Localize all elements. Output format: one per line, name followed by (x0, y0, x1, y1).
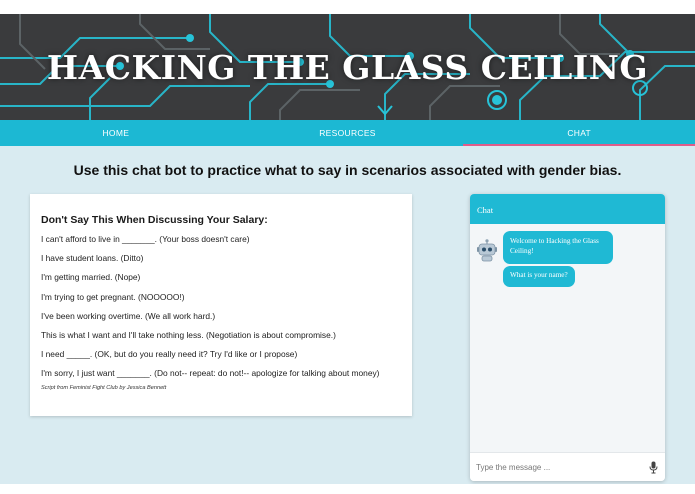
script-line: I've been working overtime. (We all work hard.) (41, 310, 216, 321)
bot-message: Welcome to Hacking the Glass Ceiling! (503, 231, 613, 264)
bot-message: What is your name? (503, 266, 575, 287)
script-line: I'm trying to get pregnant. (NOOOOO!) (41, 291, 185, 302)
nav-item-resources[interactable] (232, 120, 464, 146)
header-banner (0, 14, 695, 120)
microphone-glyph (649, 461, 658, 474)
chat-input-bar (470, 452, 665, 481)
main-nav (0, 120, 695, 146)
chat-header: Chat (470, 194, 665, 224)
site-title: HACKING THE GLASS CEILING (46, 48, 649, 87)
nav-item-home[interactable] (0, 120, 232, 146)
page (0, 14, 695, 484)
script-line: I'm sorry, I just want _______. (Do not-- repeat: do not!-- apologize for talking about money) (41, 368, 380, 379)
nav-item-label: RESOURCES (319, 128, 376, 138)
robot-icon (476, 239, 498, 263)
script-line: I can't afford to live in _______. (Your boss doesn't care) (41, 234, 250, 244)
script-line: I need _____. (OK, but do you really need it? Try I'd like or I propose) (41, 349, 298, 360)
script-line: I'm getting married. (Nope) (41, 272, 141, 283)
chat-messages[interactable] (470, 224, 665, 452)
card-title: Don't Say This When Discussing Your Salary: (41, 214, 268, 226)
microphone-icon[interactable] (647, 460, 659, 474)
page-heading: Use this chat bot to practice what to say in scenarios associated with gender bias. (73, 162, 622, 178)
script-line: I have student loans. (Ditto) (41, 253, 144, 264)
nav-item-label: CHAT (567, 128, 592, 138)
nav-item-chat[interactable] (463, 120, 695, 146)
message-input[interactable] (476, 463, 647, 472)
script-credit: Script from Feminist Fight Club by Jessica Bennett (41, 384, 167, 391)
nav-item-label: HOME (102, 128, 130, 138)
chat-widget (470, 194, 665, 481)
script-line: This is what I want and I'll take nothing less. (Negotiation is about compromise.) (41, 329, 336, 340)
salary-script-card (30, 194, 412, 416)
